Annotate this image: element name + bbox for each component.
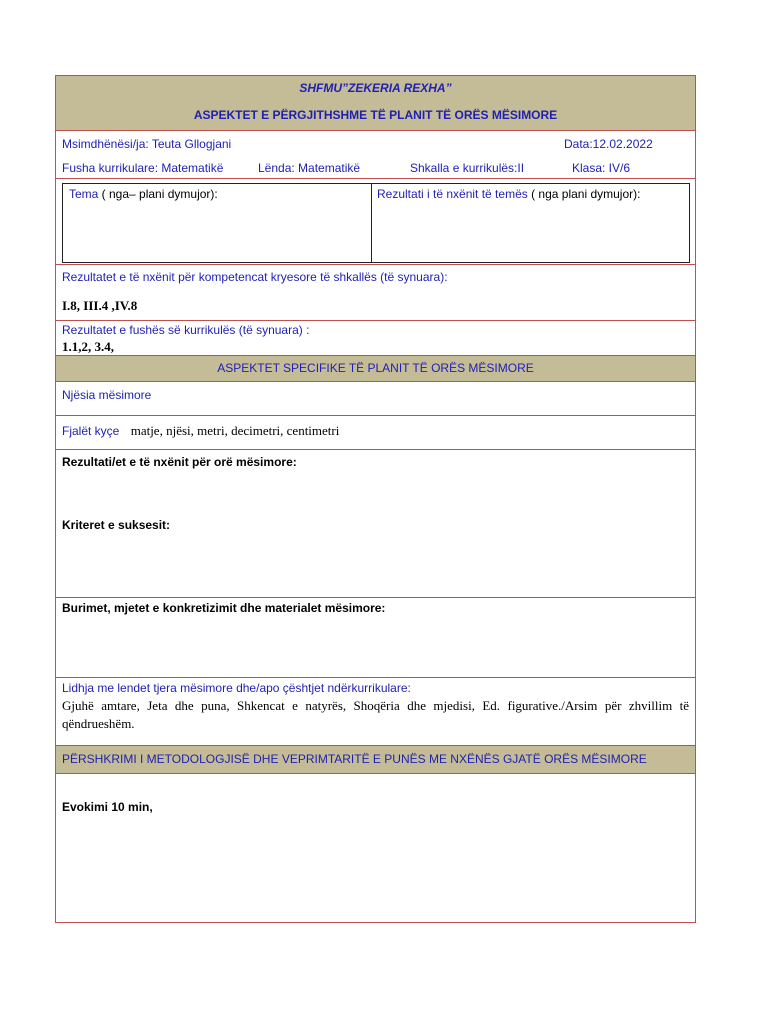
specific-aspects-header	[56, 356, 695, 382]
links-section	[56, 678, 695, 746]
unit-label: Njësia mësimore	[62, 388, 152, 402]
specific-aspects-title: ASPEKTET SPECIFIKE TË PLANIT TË ORËS MËSIMORE	[217, 361, 534, 375]
keywords-section	[56, 416, 695, 450]
form-title: ASPEKTET E PËRGJITHSHME TË PLANIT TË ORËS MËSIMORE	[193, 108, 558, 122]
methodology-title: PËRSHKRIMI I METODOLOGJISË DHE VEPRIMTARITË E PUNËS ME NXËNËS GJATË ORËS MËSIMORE	[62, 752, 647, 766]
field-results-value: 1.1,2, 3.4,	[62, 339, 114, 354]
links-value: Gjuhë amtare, Jeta dhe puna, Shkencat e natyrës, Shoqëria dhe mjedisi, Ed. figurative./Arsim për zhvillim të qëndrueshëm.	[62, 698, 689, 731]
evocation-label: Evokimi 10 min,	[62, 800, 153, 814]
lesson-results-section	[56, 450, 695, 598]
teacher-name: Msimdhënësi/ja: Teuta Gllogjani	[62, 137, 232, 151]
field-results-label: Rezultatet e fushës së kurrikulës (të synuara) :	[62, 323, 310, 337]
topic-result-label: Rezultati i të nxënit të temës	[377, 187, 528, 201]
competences-section	[56, 265, 695, 321]
info-section	[56, 131, 695, 179]
unit-section	[56, 382, 695, 416]
lesson-date: Data:12.02.2022	[564, 137, 653, 151]
success-criteria-label: Kriteret e suksesit:	[62, 518, 171, 532]
class-label: Klasa: IV/6	[572, 161, 631, 175]
resources-label: Burimet, mjetet e konkretizimit dhe materialet mësimore:	[62, 601, 386, 615]
resources-section	[56, 598, 695, 678]
links-label: Lidhja me lendet tjera mësimore dhe/apo çështjet ndërkurrikulare:	[62, 681, 411, 695]
lesson-plan-form	[55, 75, 696, 923]
field-results-section	[56, 321, 695, 356]
subject: Lënda: Matematikë	[258, 161, 361, 175]
school-name: SHFMU”ZEKERIA REXHA”	[299, 81, 452, 95]
competences-label: Rezultatet e të nxënit për kompetencat kryesore të shkallës (të synuara):	[62, 270, 448, 284]
methodology-header	[56, 746, 695, 774]
curricular-field: Fusha kurrikulare: Matematikë	[62, 161, 224, 175]
topic-result-note: ( nga plani dymujor):	[527, 187, 641, 201]
topic-result-box	[372, 183, 690, 263]
topic-note: ( nga– plani dymujor):	[98, 187, 218, 201]
competences-value: I.8, III.4 ,IV.8	[62, 298, 138, 313]
form-header	[56, 76, 695, 131]
topic-label: Tema	[69, 187, 99, 201]
topic-section	[56, 179, 695, 265]
topic-box	[62, 183, 372, 263]
evocation-section	[56, 774, 695, 922]
lesson-results-label: Rezultati/et e të nxënit për orë mësimore:	[62, 455, 297, 469]
keywords-label: Fjalët kyçe	[62, 424, 120, 438]
curriculum-level: Shkalla e kurrikulës:II	[410, 161, 525, 175]
keywords-value: matje, njësi, metri, decimetri, centimetri	[130, 423, 340, 438]
